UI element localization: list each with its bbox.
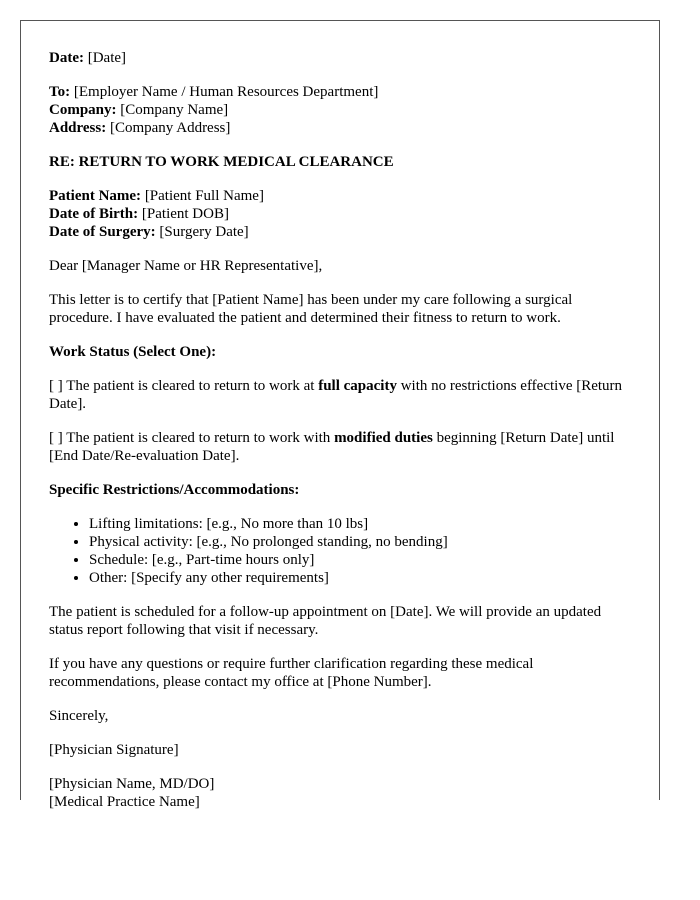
letter-page bbox=[20, 20, 660, 810]
restrictions-list bbox=[49, 515, 639, 587]
to-value: [Employer Name / Human Resources Department] bbox=[73, 84, 379, 100]
date-label: Date: bbox=[49, 50, 84, 66]
company-line bbox=[49, 101, 639, 119]
letter-content bbox=[49, 49, 639, 827]
recipient-block bbox=[49, 83, 639, 137]
option-full-text-start: [ ] The patient is cleared to return to work at bbox=[49, 378, 319, 394]
patient-name-value: [Patient Full Name] bbox=[144, 188, 264, 204]
address-label: Address: bbox=[49, 120, 107, 136]
option-full-emphasis: full capacity bbox=[318, 378, 397, 394]
closing: Sincerely, bbox=[49, 708, 109, 724]
physician-block bbox=[49, 775, 639, 811]
contact-paragraph: If you have any questions or require further clarification regarding these medical recommendations, please contact my office at [Phone Number]. bbox=[49, 656, 534, 690]
company-value: [Company Name] bbox=[120, 102, 229, 118]
restriction-item-physical: • Physical activity: [e.g., No prolonged standing, no bending] bbox=[89, 533, 639, 551]
restriction-item-other: • Other: [Specify any other requirements] bbox=[89, 569, 639, 587]
option-modified-emphasis: modified duties bbox=[334, 430, 433, 446]
patient-dob-label: Date of Birth: bbox=[49, 206, 139, 222]
option-full-text-end: with no restrictions effective [Return Date]. bbox=[49, 378, 623, 412]
physician-name: [Physician Name, MD/DO] bbox=[49, 776, 215, 792]
patient-name-line bbox=[49, 187, 639, 205]
salutation: Dear [Manager Name or HR Representative], bbox=[49, 258, 323, 274]
date-block bbox=[49, 49, 639, 67]
work-status-option-full bbox=[49, 377, 639, 413]
address-line bbox=[49, 119, 639, 137]
to-label: To: bbox=[49, 84, 71, 100]
restriction-item-schedule: • Schedule: [e.g., Part-time hours only] bbox=[89, 551, 639, 569]
restriction-item-lifting: • Lifting limitations: [e.g., No more than 10 lbs] bbox=[89, 515, 639, 533]
surgery-date-line bbox=[49, 223, 639, 241]
date-value: [Date] bbox=[87, 50, 127, 66]
restrictions-heading: Specific Restrictions/Accommodations: bbox=[49, 482, 300, 498]
to-line bbox=[49, 83, 639, 101]
address-value: [Company Address] bbox=[109, 120, 231, 136]
option-modified-text-end: beginning [Return Date] until [End Date/Re-evaluation Date]. bbox=[49, 430, 615, 464]
surgery-date-label: Date of Surgery: bbox=[49, 224, 156, 240]
medical-practice-name: [Medical Practice Name] bbox=[49, 794, 200, 810]
subject-line: RE: RETURN TO WORK MEDICAL CLEARANCE bbox=[49, 154, 394, 170]
surgery-date-value: [Surgery Date] bbox=[159, 224, 249, 240]
intro-paragraph: This letter is to certify that [Patient Name] has been under my care following a surgical procedure. I have evaluated the patient and determined their fitness to return to work. bbox=[49, 292, 573, 326]
patient-dob-value: [Patient DOB] bbox=[141, 206, 229, 222]
work-status-heading: Work Status (Select One): bbox=[49, 344, 217, 360]
patient-block bbox=[49, 187, 639, 241]
patient-dob-line bbox=[49, 205, 639, 223]
option-modified-text-start: [ ] The patient is cleared to return to work with bbox=[49, 430, 335, 446]
patient-name-label: Patient Name: bbox=[49, 188, 142, 204]
physician-signature: [Physician Signature] bbox=[49, 742, 179, 758]
followup-paragraph: The patient is scheduled for a follow-up appointment on [Date]. We will provide an updated status report following that visit if necessary. bbox=[49, 604, 602, 638]
company-label: Company: bbox=[49, 102, 117, 118]
work-status-option-modified bbox=[49, 429, 639, 465]
